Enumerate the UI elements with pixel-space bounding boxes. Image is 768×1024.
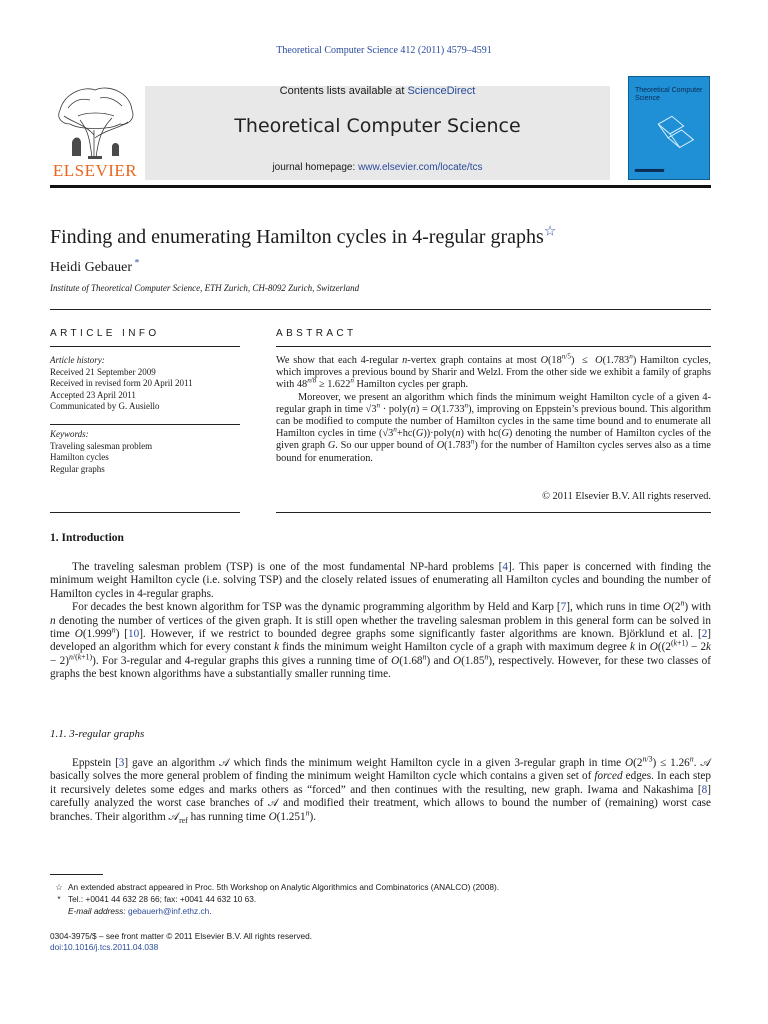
keyword-item: Hamilton cycles <box>50 452 109 462</box>
subsection-body <box>50 754 711 825</box>
history-item: Accepted 23 April 2011 <box>50 389 136 400</box>
keyword-item: Regular graphs <box>50 463 105 474</box>
sciencedirect-link[interactable]: ScienceDirect <box>407 85 476 97</box>
email-link[interactable]: gebauerh@inf.ethz.ch <box>127 906 210 916</box>
subsection-paragraph: Eppstein [3] gave an algorithm 𝒜 which finds the minimum weight Hamilton cycle in a given 3-regular graph in time $O(2^{n/3}) \le 1.26^n$. 𝒜 basically solves the more general problem of finding the minimum weight Hamilton cycle which contains a given set of forced edges. In each step it recursively deletes some edges and marks others as “forced” and then continues with the resulting, new graph. Iwama and Nakashima [8] carefully analyzed the worst case branches of 𝒜 and modified their treatment, which allows to bound the number of (remaining) worst case branches. Their algorithm 𝒜$_{ref}$ has running time O(1.251$^n$). <box>50 754 711 825</box>
homepage-link[interactable]: www.elsevier.com/locate/tcs <box>358 162 483 173</box>
contents-prefix: Contents lists available at <box>279 85 408 97</box>
citation-link[interactable]: 4 <box>502 561 508 573</box>
copyright: © 2011 Elsevier B.V. All rights reserved. <box>542 491 711 502</box>
abstract-rule <box>276 346 711 347</box>
keyword-item: Traveling salesman problem <box>50 440 153 451</box>
history-item: Communicated by G. Ausiello <box>50 401 160 411</box>
journal-name: Theoretical Computer Science <box>234 115 521 137</box>
footnotes <box>50 881 711 917</box>
journal-cover[interactable] <box>628 76 710 180</box>
intro-paragraph: The traveling salesman problem (TSP) is one of the most fundamental NP-hard problems [4]. This paper is concerned with finding the minimum weight Hamilton cycle (i.e. solving TSP) and the closely related issues of enumerating all Hamilton cycles and bounding the number of Hamilton cycles in 4-regular graphs. <box>50 561 712 600</box>
intro-paragraph: For decades the best known algorithm for TSP was the dynamic programming algorithm by Held and Karp [7], which runs in time O(2$^n$) with n denoting the number of vertices of the given graph. It is still open whether the traveling salesman problem in this general form can be solved in time O(1.999$^n$) [10]. However, if we restrict to bounded degree graphs some significantly faster algorithms are known. Björklund et al. [2] developed an algorithm which for every constant k finds the minimum weight Hamilton cycle of a graph with maximum degree k in $O((2^{(k+1)} - 2k - 2)^{n/(k+1)})$. For 3-regular and 4-regular graphs this gives a running time of O(1.68$^n$) and O(1.85$^n$), respectively. However, for these two classes of graphs the best known algorithms have a substantially smaller running time. <box>50 598 712 681</box>
bottom-meta <box>50 931 711 953</box>
footnote-text: Tel.: +0041 44 632 28 66; fax: +0041 44 632 10 63. <box>68 894 257 904</box>
doi-link[interactable]: doi:10.1016/j.tcs.2011.04.038 <box>50 942 159 952</box>
author-name: Heidi Gebauer <box>50 260 133 275</box>
homepage-line <box>145 162 610 173</box>
abstract-heading: ABSTRACT <box>276 328 357 339</box>
title-text: Finding and enumerating Hamilton cycles in 4-regular graphs <box>50 226 544 248</box>
email-suffix: . <box>209 906 212 916</box>
footnote-mark: ☆ <box>55 882 63 892</box>
masthead-rule <box>50 185 711 188</box>
citation-link[interactable]: 7 <box>560 601 567 614</box>
history-item: Received in revised form 20 April 2011 <box>50 378 193 388</box>
article-title <box>50 226 711 249</box>
homepage-prefix: journal homepage: <box>272 162 359 173</box>
section-heading: 1. Introduction <box>50 532 124 544</box>
citation-link[interactable]: 3 <box>118 757 125 769</box>
intro-body <box>50 561 711 682</box>
citation-link[interactable]: 8 <box>701 783 708 796</box>
article-history <box>50 355 240 413</box>
running-head[interactable]: Theoretical Computer Science 412 (2011) 4579–4591 <box>276 45 492 56</box>
abstract-body <box>276 352 712 465</box>
keywords-rule <box>50 424 240 425</box>
footnote-rule <box>50 874 103 875</box>
abstract-bottom-rule <box>276 512 711 513</box>
citation-link[interactable]: 2 <box>701 628 708 641</box>
history-label: Article history: <box>50 355 105 365</box>
footnote-text: An extended abstract appeared in Proc. 5th Workshop on Analytic Algorithmics and Combinatorics (ANALCO) (2008). <box>68 882 500 892</box>
issn-line: 0304-3975/$ – see front matter © 2011 Elsevier B.V. All rights reserved. <box>50 931 313 941</box>
citation-link[interactable]: 10 <box>128 628 140 641</box>
email-label: E-mail address: <box>68 906 128 916</box>
author-footnote-link[interactable]: * <box>134 257 140 269</box>
article-info-rule <box>50 346 240 347</box>
title-footnote-link[interactable]: ☆ <box>543 224 557 240</box>
abstract-paragraph: We show that each 4-regular n-vertex graph contains at most $O(18^{n/5}) \le O(1.783^n)$ Hamilton cycles, which improves a previous bound by Sharir and Welzl. From the other side we exhibit a family of graphs with $48^{n/8} \ge 1.622^n$ Hamilton cycles per graph. <box>276 352 711 391</box>
contents-line <box>145 85 610 97</box>
footnote-email <box>50 905 711 917</box>
cover-graph-illustration <box>629 77 709 179</box>
footnote <box>50 893 711 905</box>
footnote <box>50 881 711 893</box>
title-rule <box>50 309 711 310</box>
history-item: Received 21 September 2009 <box>50 366 156 377</box>
subsection-heading: 1.1. 3-regular graphs <box>50 728 145 740</box>
abstract-paragraph: Moreover, we present an algorithm which finds the minimum weight Hamilton cycle of a given 4-regular graph in time $√3^n$ · poly(n) = $O(1.733^n)$, improving on Eppstein’s previous bound. This algorithm can be modified to compute the number of Hamilton cycles in the same time bound and to enumerate all Hamilton cycles in time $(√3^n+hc(G))\cdot poly(n)$ with hc(G) denoting the number of Hamilton cycles of the given graph G. So our upper bound of O(1.783$^n$) for the number of Hamilton cycles serves also as a time bound for enumeration. <box>276 391 712 464</box>
info-bottom-rule <box>50 512 240 513</box>
cover-title: Theoretical Computer Science <box>635 87 703 102</box>
footnote-mark: * <box>57 894 61 904</box>
keywords <box>50 429 240 475</box>
publisher-wordmark: ELSEVIER <box>52 161 138 180</box>
author <box>50 257 140 276</box>
affiliation: Institute of Theoretical Computer Science, ETH Zurich, CH-8092 Zurich, Switzerland <box>50 283 360 293</box>
keywords-label: Keywords: <box>50 429 89 439</box>
article-info-heading: ARTICLE INFO <box>50 328 160 339</box>
